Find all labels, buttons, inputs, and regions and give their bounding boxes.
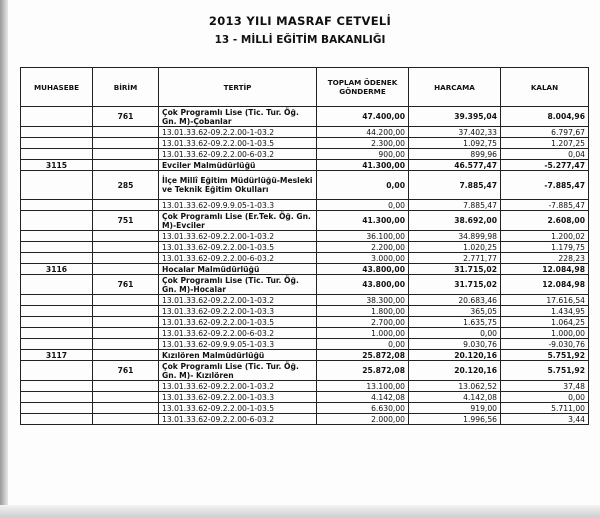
cell-muhasebe bbox=[21, 339, 93, 350]
cell-tertip: Çok Programlı Lise (Er.Tek. Öğ. Gn. M)-Evciler bbox=[159, 211, 317, 231]
cell-muhasebe: 3116 bbox=[21, 264, 93, 275]
cell-harcama: 20.120,16 bbox=[409, 361, 501, 381]
cell-harcama: 7.885,47 bbox=[409, 200, 501, 211]
cell-birim bbox=[93, 231, 159, 242]
cell-birim: 751 bbox=[93, 211, 159, 231]
cell-muhasebe bbox=[21, 231, 93, 242]
cell-harcama: 4.142,08 bbox=[409, 392, 501, 403]
cell-harcama: 7.885,47 bbox=[409, 171, 501, 200]
cell-harcama: 20.683,46 bbox=[409, 295, 501, 306]
cell-toplam-odenek: 1.000,00 bbox=[317, 328, 409, 339]
cell-tertip: 13.01.33.62-09.9.9.05-1-03.3 bbox=[159, 339, 317, 350]
cell-tertip: 13.01.33.62-09.2.2.00-1-03.2 bbox=[159, 127, 317, 138]
cell-tertip: 13.01.33.62-09.2.2.00-1-03.2 bbox=[159, 231, 317, 242]
table-row bbox=[21, 339, 589, 350]
cell-harcama: 39.395,04 bbox=[409, 107, 501, 127]
table-row bbox=[21, 392, 589, 403]
cell-muhasebe bbox=[21, 361, 93, 381]
cell-harcama: 919,00 bbox=[409, 403, 501, 414]
cell-kalan: 1.207,25 bbox=[501, 138, 589, 149]
cell-harcama: 13.062,52 bbox=[409, 381, 501, 392]
cell-muhasebe bbox=[21, 200, 93, 211]
cell-birim bbox=[93, 127, 159, 138]
cell-harcama: 1.996,56 bbox=[409, 414, 501, 425]
table-row bbox=[21, 231, 589, 242]
cell-kalan: 6.797,67 bbox=[501, 127, 589, 138]
cell-kalan: 228,23 bbox=[501, 253, 589, 264]
expense-table bbox=[20, 67, 589, 425]
cell-kalan: 1.179,75 bbox=[501, 242, 589, 253]
cell-tertip: 13.01.33.62-09.2.2.00-1-03.2 bbox=[159, 381, 317, 392]
header-birim: BİRİM bbox=[93, 68, 159, 107]
cell-birim bbox=[93, 149, 159, 160]
cell-birim: 761 bbox=[93, 275, 159, 295]
header-muhasebe: MUHASEBE bbox=[21, 68, 93, 107]
cell-harcama: 1.635,75 bbox=[409, 317, 501, 328]
cell-toplam-odenek: 3.000,00 bbox=[317, 253, 409, 264]
cell-toplam-odenek: 43.800,00 bbox=[317, 275, 409, 295]
cell-birim bbox=[93, 317, 159, 328]
cell-kalan: -7.885,47 bbox=[501, 171, 589, 200]
table-row bbox=[21, 264, 589, 275]
cell-birim: 761 bbox=[93, 361, 159, 381]
scan-edge-shadow bbox=[0, 0, 8, 517]
cell-kalan: 1.200,02 bbox=[501, 231, 589, 242]
table-row bbox=[21, 361, 589, 381]
cell-muhasebe bbox=[21, 295, 93, 306]
cell-tertip: 13.01.33.62-09.2.2.00-1-03.5 bbox=[159, 242, 317, 253]
cell-tertip: 13.01.33.62-09.2.2.00-6-03.2 bbox=[159, 414, 317, 425]
table-body bbox=[21, 107, 589, 425]
cell-harcama: 365,05 bbox=[409, 306, 501, 317]
table-row bbox=[21, 211, 589, 231]
cell-birim bbox=[93, 403, 159, 414]
cell-birim bbox=[93, 264, 159, 275]
cell-kalan: -5.277,47 bbox=[501, 160, 589, 171]
cell-toplam-odenek: 2.700,00 bbox=[317, 317, 409, 328]
cell-birim: 285 bbox=[93, 171, 159, 200]
cell-kalan: -7.885,47 bbox=[501, 200, 589, 211]
cell-birim bbox=[93, 306, 159, 317]
cell-kalan: 1.064,25 bbox=[501, 317, 589, 328]
header-harcama: HARCAMA bbox=[409, 68, 501, 107]
cell-tertip: 13.01.33.62-09.2.2.00-6-03.2 bbox=[159, 149, 317, 160]
cell-muhasebe bbox=[21, 138, 93, 149]
cell-birim bbox=[93, 138, 159, 149]
cell-toplam-odenek: 900,00 bbox=[317, 149, 409, 160]
document-title: 2013 YILI MASRAF CETVELİ bbox=[208, 14, 392, 28]
cell-birim bbox=[93, 381, 159, 392]
cell-harcama: 2.771,77 bbox=[409, 253, 501, 264]
cell-tertip: 13.01.33.62-09.2.2.00-1-03.5 bbox=[159, 403, 317, 414]
cell-toplam-odenek: 36.100,00 bbox=[317, 231, 409, 242]
cell-toplam-odenek: 4.142,08 bbox=[317, 392, 409, 403]
cell-tertip: 13.01.33.62-09.2.2.00-6-03.2 bbox=[159, 253, 317, 264]
cell-toplam-odenek: 6.630,00 bbox=[317, 403, 409, 414]
cell-toplam-odenek: 0,00 bbox=[317, 200, 409, 211]
cell-birim bbox=[93, 200, 159, 211]
cell-toplam-odenek: 43.800,00 bbox=[317, 264, 409, 275]
table-row bbox=[21, 253, 589, 264]
cell-harcama: 0,00 bbox=[409, 328, 501, 339]
cell-kalan: -9.030,76 bbox=[501, 339, 589, 350]
cell-harcama: 34.899,98 bbox=[409, 231, 501, 242]
cell-kalan: 0,00 bbox=[501, 392, 589, 403]
cell-kalan: 2.608,00 bbox=[501, 211, 589, 231]
table-row bbox=[21, 149, 589, 160]
cell-muhasebe bbox=[21, 306, 93, 317]
cell-toplam-odenek: 2.000,00 bbox=[317, 414, 409, 425]
cell-tertip: 13.01.33.62-09.2.2.00-1-03.3 bbox=[159, 392, 317, 403]
table-row bbox=[21, 107, 589, 127]
cell-muhasebe bbox=[21, 328, 93, 339]
cell-muhasebe bbox=[21, 211, 93, 231]
cell-tertip: Evciler Malmüdürlüğü bbox=[159, 160, 317, 171]
table-row bbox=[21, 127, 589, 138]
cell-tertip: 13.01.33.62-09.2.2.00-6-03.2 bbox=[159, 328, 317, 339]
cell-tertip: 13.01.33.62-09.2.2.00-1-03.3 bbox=[159, 306, 317, 317]
cell-kalan: 8.004,96 bbox=[501, 107, 589, 127]
cell-toplam-odenek: 44.200,00 bbox=[317, 127, 409, 138]
header-toplam-odenek: TOPLAM ÖDENEK GÖNDERME bbox=[317, 68, 409, 107]
cell-tertip: Çok Programlı Lise (Tic. Tur. Öğ. Gn. M)-Çobanlar bbox=[159, 107, 317, 127]
table-row bbox=[21, 306, 589, 317]
cell-harcama: 31.715,02 bbox=[409, 275, 501, 295]
cell-birim bbox=[93, 242, 159, 253]
cell-toplam-odenek: 2.300,00 bbox=[317, 138, 409, 149]
cell-kalan: 37,48 bbox=[501, 381, 589, 392]
cell-kalan: 5.751,92 bbox=[501, 361, 589, 381]
cell-tertip: Hocalar Malmüdürlüğü bbox=[159, 264, 317, 275]
cell-harcama: 1.020,25 bbox=[409, 242, 501, 253]
table-row bbox=[21, 350, 589, 361]
cell-tertip: 13.01.33.62-09.9.9.05-1-03.3 bbox=[159, 200, 317, 211]
scan-bottom-shadow bbox=[0, 505, 600, 517]
cell-toplam-odenek: 13.100,00 bbox=[317, 381, 409, 392]
cell-muhasebe bbox=[21, 253, 93, 264]
cell-muhasebe bbox=[21, 149, 93, 160]
cell-toplam-odenek: 2.200,00 bbox=[317, 242, 409, 253]
cell-harcama: 899,96 bbox=[409, 149, 501, 160]
cell-harcama: 38.692,00 bbox=[409, 211, 501, 231]
cell-harcama: 37.402,33 bbox=[409, 127, 501, 138]
cell-tertip: 13.01.33.62-09.2.2.00-1-03.5 bbox=[159, 138, 317, 149]
cell-kalan: 17.616,54 bbox=[501, 295, 589, 306]
document-subtitle: 13 - MİLLİ EĞİTİM BAKANLIĞI bbox=[214, 34, 386, 46]
cell-birim bbox=[93, 328, 159, 339]
cell-harcama: 9.030,76 bbox=[409, 339, 501, 350]
cell-harcama: 20.120,16 bbox=[409, 350, 501, 361]
cell-muhasebe bbox=[21, 171, 93, 200]
cell-kalan: 1.434,95 bbox=[501, 306, 589, 317]
table-row bbox=[21, 403, 589, 414]
header-tertip: TERTİP bbox=[159, 68, 317, 107]
cell-toplam-odenek: 0,00 bbox=[317, 339, 409, 350]
cell-birim bbox=[93, 253, 159, 264]
table-row bbox=[21, 295, 589, 306]
table-row bbox=[21, 275, 589, 295]
table-row bbox=[21, 138, 589, 149]
cell-toplam-odenek: 38.300,00 bbox=[317, 295, 409, 306]
cell-kalan: 0,04 bbox=[501, 149, 589, 160]
cell-birim bbox=[93, 339, 159, 350]
cell-muhasebe bbox=[21, 403, 93, 414]
table-row bbox=[21, 242, 589, 253]
cell-toplam-odenek: 47.400,00 bbox=[317, 107, 409, 127]
cell-kalan: 12.084,98 bbox=[501, 275, 589, 295]
table-row bbox=[21, 160, 589, 171]
cell-toplam-odenek: 0,00 bbox=[317, 171, 409, 200]
cell-kalan: 5.711,00 bbox=[501, 403, 589, 414]
cell-birim bbox=[93, 350, 159, 361]
cell-tertip: 13.01.33.62-09.2.2.00-1-03.5 bbox=[159, 317, 317, 328]
cell-kalan: 5.751,92 bbox=[501, 350, 589, 361]
table-row bbox=[21, 317, 589, 328]
cell-birim bbox=[93, 160, 159, 171]
cell-tertip: 13.01.33.62-09.2.2.00-1-03.2 bbox=[159, 295, 317, 306]
cell-birim: 761 bbox=[93, 107, 159, 127]
cell-muhasebe bbox=[21, 392, 93, 403]
table-row bbox=[21, 381, 589, 392]
table-row bbox=[21, 414, 589, 425]
cell-muhasebe bbox=[21, 127, 93, 138]
cell-muhasebe: 3117 bbox=[21, 350, 93, 361]
table-row bbox=[21, 171, 589, 200]
table-row bbox=[21, 328, 589, 339]
cell-toplam-odenek: 1.800,00 bbox=[317, 306, 409, 317]
cell-muhasebe bbox=[21, 242, 93, 253]
cell-toplam-odenek: 25.872,08 bbox=[317, 350, 409, 361]
cell-muhasebe bbox=[21, 107, 93, 127]
cell-birim bbox=[93, 295, 159, 306]
cell-birim bbox=[93, 392, 159, 403]
cell-toplam-odenek: 41.300,00 bbox=[317, 160, 409, 171]
cell-harcama: 46.577,47 bbox=[409, 160, 501, 171]
table-row bbox=[21, 200, 589, 211]
cell-muhasebe bbox=[21, 381, 93, 392]
table-header-row bbox=[21, 68, 589, 107]
cell-harcama: 31.715,02 bbox=[409, 264, 501, 275]
cell-toplam-odenek: 41.300,00 bbox=[317, 211, 409, 231]
cell-kalan: 1.000,00 bbox=[501, 328, 589, 339]
cell-kalan: 3,44 bbox=[501, 414, 589, 425]
cell-birim bbox=[93, 414, 159, 425]
cell-muhasebe: 3115 bbox=[21, 160, 93, 171]
cell-muhasebe bbox=[21, 275, 93, 295]
cell-toplam-odenek: 25.872,08 bbox=[317, 361, 409, 381]
cell-tertip: Çok Programlı Lise (Tic. Tur. Öğ. Gn. M)- Kızılören bbox=[159, 361, 317, 381]
cell-tertip: Kızılören Malmüdürlüğü bbox=[159, 350, 317, 361]
cell-tertip: İlçe Millî Eğitim Müdürlüğü-Mesleki ve Teknik Eğitim Okulları bbox=[159, 171, 317, 200]
cell-tertip: Çok Programlı Lise (Tic. Tur. Öğ. Gn. M)-Hocalar bbox=[159, 275, 317, 295]
header-kalan: KALAN bbox=[501, 68, 589, 107]
cell-muhasebe bbox=[21, 414, 93, 425]
cell-muhasebe bbox=[21, 317, 93, 328]
cell-harcama: 1.092,75 bbox=[409, 138, 501, 149]
cell-kalan: 12.084,98 bbox=[501, 264, 589, 275]
